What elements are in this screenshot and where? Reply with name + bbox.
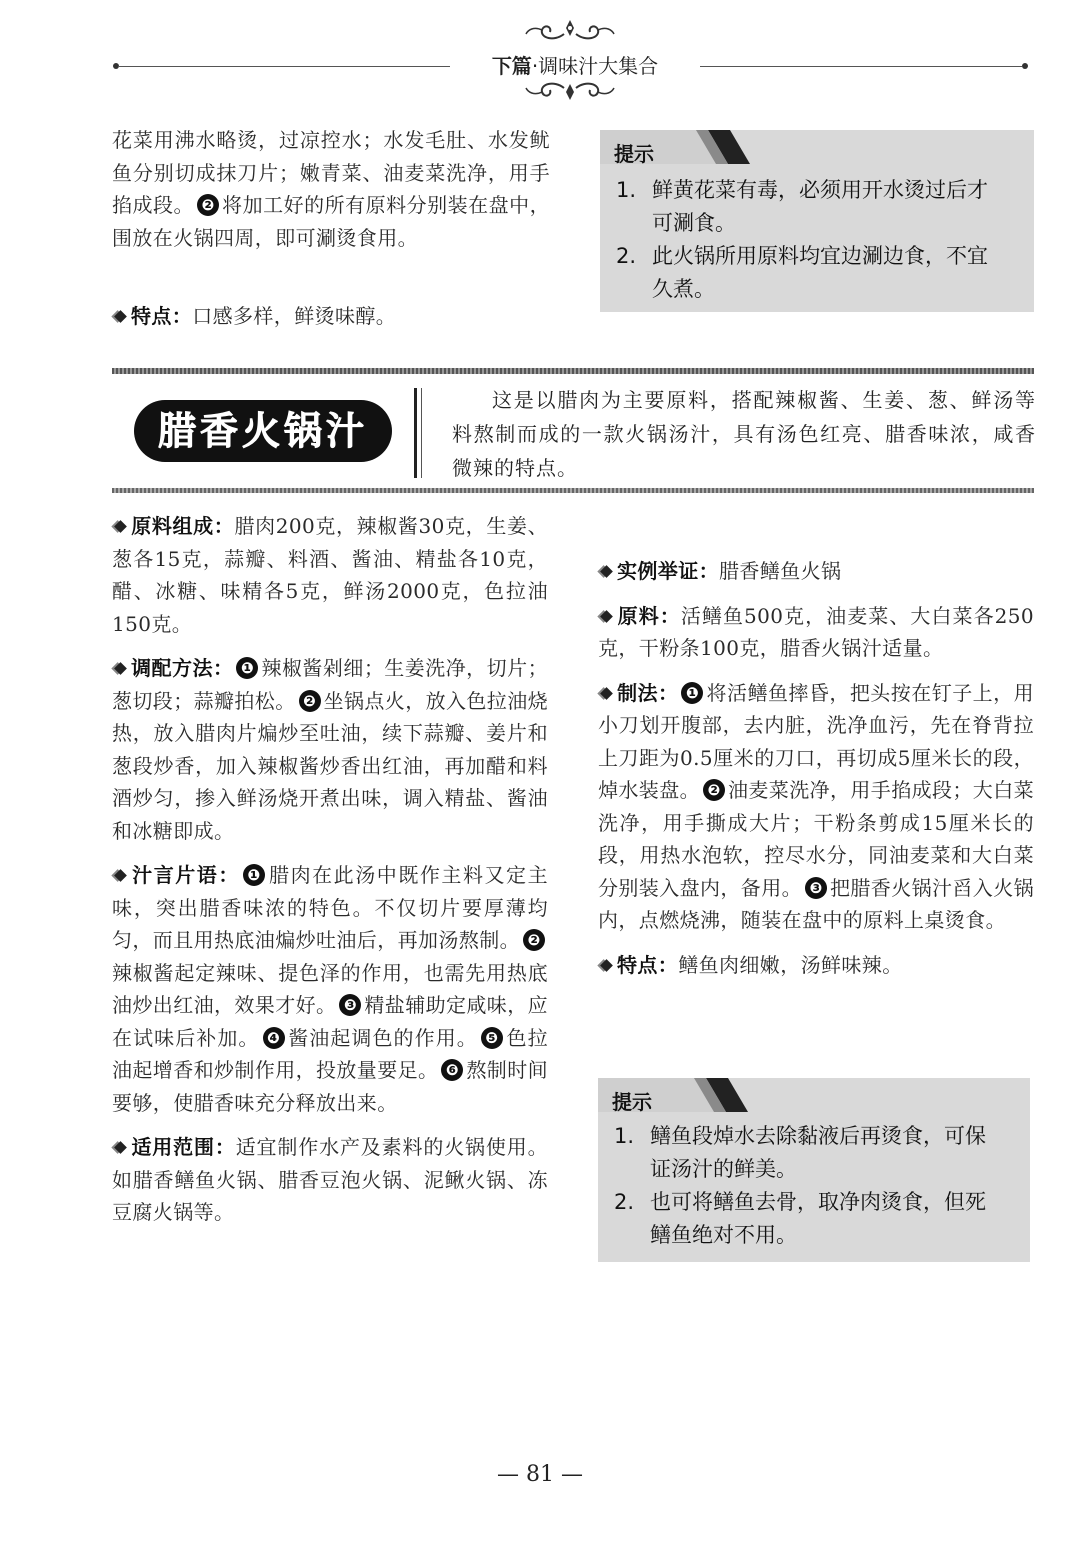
step-5-marker: ❺ (481, 1027, 503, 1049)
recipe-title: 腊香火锅汁 (157, 409, 369, 453)
continued-text-part2: 将加工好的所有原料分别装在盘中，围放在火锅四周，即可涮烫食用。 (112, 193, 550, 250)
step-4-marker: ❹ (263, 1027, 285, 1049)
diamond-bullet-icon (114, 310, 127, 323)
note-step: 腊肉在此汤中既作主料又定主味，突出腊香味浓的特色。不仅切片要厚薄均匀，而且用热底油煸炒吐油后，再加汤熬制。 (112, 863, 549, 952)
diamond-bullet-icon (114, 869, 127, 882)
step-2-marker: ❷ (523, 929, 545, 951)
tip-item-line: 可涮食。 (652, 211, 736, 235)
header-section: 下篇 (491, 54, 532, 78)
step-1-marker: ❶ (236, 657, 258, 679)
right-column (598, 555, 1034, 981)
example-ingredients-block (598, 600, 1034, 665)
tip-item-number: 1. (616, 178, 637, 202)
example-method-step: 把腊香火锅汁舀入火锅内，点燃烧沸，随装在盘中的原料上桌烫食。 (598, 875, 1034, 932)
diamond-bullet-icon (114, 662, 127, 675)
tip-box-2 (598, 1078, 1030, 1262)
example-text: 腊香鳝鱼火锅 (719, 559, 842, 583)
tip-item-2 (614, 1186, 1024, 1252)
title-band-top (112, 368, 1034, 374)
tip-item-2 (616, 240, 1026, 306)
example-feature-text: 鳝鱼肉细嫩，汤鲜味辣。 (678, 952, 903, 977)
note-step: 酱油起调色的作用。 (287, 1025, 478, 1050)
method-label: 调配方法： (131, 656, 234, 680)
ornament-top-icon (520, 14, 620, 46)
example-label: 实例举证： (617, 559, 719, 583)
notes-block (112, 859, 548, 1119)
method-step: 坐锅点火，放入色拉油烧热，放入腊肉片煸炒至吐油，续下蒜瓣、姜片和葱段炒香，加入辣椒酱炒香出红油，再加醋和料酒炒匀，掺入鲜汤烧开煮出味，调入精盐、酱油和冰糖即成。 (112, 688, 549, 843)
step-2-marker: ❷ (703, 779, 725, 801)
note-step: 辣椒酱起定辣味、提色泽的作用，也需先用热底油炒出红油，效果才好。 (112, 960, 548, 1017)
header-title (455, 50, 695, 79)
tip-heading: 提示 (614, 142, 654, 166)
example-method-step: 将活鳝鱼摔昏，把头按在钉子上，用小刀划开腹部，去内脏，洗净血污，先在脊背拉上刀距为0.5厘米的刀口，再切成5厘米长的段，焯水装盘。 (598, 680, 1034, 802)
tip-item-1 (616, 174, 1026, 240)
recipe-title-badge (132, 398, 394, 464)
example-feature-block (598, 949, 1034, 982)
tip-item-line: 也可将鳝鱼去骨，取净肉烫食，但死 (650, 1190, 986, 1214)
diamond-bullet-icon (600, 687, 613, 700)
title-divider-thin (421, 388, 422, 478)
tip-item-number: 2. (616, 244, 637, 268)
diamond-bullet-icon (114, 520, 127, 533)
example-ingredients-label: 原料： (617, 603, 681, 628)
note-step: 色拉油起增香和炒制作用，投放量要足。 (112, 1025, 548, 1082)
page-number: — 81 — (497, 1462, 583, 1487)
diamond-bullet-icon (600, 610, 613, 623)
scope-label: 适用范围： (131, 1135, 236, 1159)
diamond-bullet-icon (114, 1141, 127, 1154)
step-2-marker: ❷ (197, 194, 219, 216)
example-block (598, 555, 1034, 588)
recipe-intro: 这是以腊肉为主要原料，搭配辣椒酱、生姜、葱、鲜汤等料熬制而成的一款火锅汤汁，具有汤色红亮、腊香味浓，咸香微辣的特点。 (452, 388, 1036, 480)
tip-item-line: 此火锅所用原料均宜边涮边食，不宜 (652, 244, 988, 268)
example-method-step: 油麦菜洗净，用手掐成段；大白菜洗净，用手撕成大片；干粉条剪成15厘米长的段，用热水泡软，控尽水分，同油麦菜和大白菜分别装入盘内，备用。 (598, 778, 1034, 900)
step-1-marker: ❶ (681, 682, 703, 704)
feature-text: 口感多样，鲜烫味醇。 (192, 304, 397, 328)
tip-item-number: 1. (614, 1124, 635, 1148)
step-6-marker: ❻ (441, 1059, 463, 1081)
tip-item-number: 2. (614, 1190, 635, 1214)
ingredients-label: 原料组成： (131, 514, 235, 538)
step-3-marker: ❸ (339, 994, 361, 1016)
step-3-marker: ❸ (805, 877, 827, 899)
example-method-label: 制法： (617, 680, 679, 705)
diamond-bullet-icon (600, 565, 613, 578)
tip-item-line: 鳝鱼绝对不用。 (650, 1223, 797, 1247)
tip-item-line: 鳝鱼段焯水去除黏液后再烫食，可保 (650, 1124, 986, 1148)
method-block (112, 652, 548, 847)
diamond-bullet-icon (600, 959, 613, 972)
header-separator: · (531, 54, 539, 78)
continued-text-part1: 花菜用沸水略烫，过凉控水；水发毛肚、水发鱿鱼分别切成抹刀片；嫩青菜、油麦菜洗净，用手掐成段。 (112, 128, 550, 217)
note-step: 精盐辅助定咸味，应在试味后补加。 (112, 993, 549, 1050)
top-feature (112, 300, 550, 333)
method-step: 辣椒酱剁细；生姜洗净，切片；葱切段；蒜瓣拍松。 (112, 656, 548, 713)
tip-item-line: 鲜黄花菜有毒，必须用开水烫过后才 (652, 178, 988, 202)
left-column (112, 510, 548, 1229)
tip-heading: 提示 (612, 1090, 652, 1114)
feature-label: 特点： (131, 304, 193, 328)
header-book-title: 调味汁大集合 (538, 54, 659, 78)
ingredients-block (112, 510, 548, 640)
notes-label: 汁言片语： (131, 863, 240, 887)
ingredients-text: 腊肉200克，辣椒酱30克，生姜、葱各15克，蒜瓣、料酒、酱油、精盐各10克，醋、冰糖、味精各5克，鲜汤2000克，色拉油150克。 (112, 514, 548, 636)
tip-item-line: 久煮。 (652, 277, 715, 301)
scope-block (112, 1131, 548, 1229)
step-2-marker: ❷ (299, 690, 321, 712)
scope-text: 适宜制作水产及素料的火锅使用。如腊香鳝鱼火锅、腊香豆泡火锅、泥鳅火锅、冻豆腐火锅等。 (112, 1135, 549, 1224)
tip-box-1 (600, 130, 1034, 312)
title-divider (414, 388, 417, 478)
example-feature-label: 特点： (617, 952, 679, 977)
tip-item-1 (614, 1120, 1024, 1186)
example-ingredients-text: 活鳝鱼500克，油麦菜、大白菜各250克，干粉条100克，腊香火锅汁适量。 (598, 603, 1035, 660)
step-1-marker: ❶ (243, 864, 265, 886)
tip-item-line: 证汤汁的鲜美。 (650, 1157, 797, 1181)
title-band-bottom (112, 488, 1034, 493)
continued-method-text (112, 124, 550, 254)
example-method-block (598, 677, 1034, 937)
ornament-bottom-icon (520, 80, 620, 110)
note-step: 熬制时间要够，使腊香味充分释放出来。 (112, 1058, 549, 1115)
